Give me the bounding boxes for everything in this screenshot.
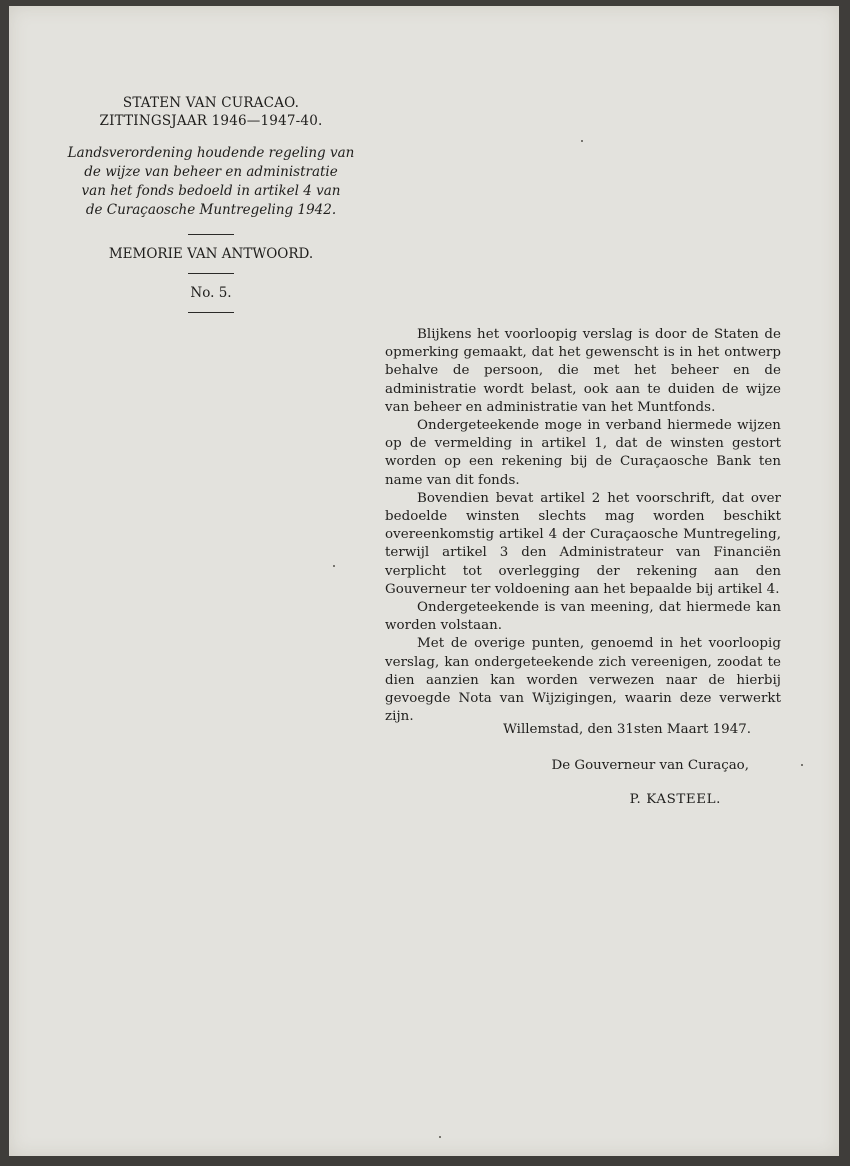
paper-speck [801, 764, 803, 766]
subject-line: de wijze van beheer en administratie [84, 164, 338, 180]
document-page [9, 6, 839, 1156]
signatory-title: De Gouverneur van Curaçao, [551, 758, 749, 773]
paragraph: Blijkens het voorloopig verslag is door de Staten de opmerking gemaakt, dat het gewenscht is in het ontwerp behalve de persoon, die met het beheer en de administratie wordt belast, ook aan te duiden de wijze van beheer en administratie van het Muntfonds. [385, 327, 781, 415]
subject-line: van het fonds bedoeld in artikel 4 van [81, 183, 341, 199]
paragraph: Ondergeteekende is van meening, dat hiermede kan worden volstaan. [385, 600, 781, 634]
assembly-name: STATEN VAN CURACAO. [122, 95, 300, 111]
ordinance-subject [61, 144, 361, 220]
paper-speck [581, 140, 583, 142]
document-number: No. 5. [190, 285, 232, 301]
body-text [385, 326, 781, 726]
session-year: ZITTINGSJAAR 1946—1947-40. [99, 113, 323, 129]
place-date: Willemstad, den 31sten Maart 1947. [503, 722, 751, 737]
paragraph: Met de overige punten, genoemd in het voorloopig verslag, kan ondergeteekende zich vereenigen, zoodat te dien aanzien kan worden verwezen naar de hierbij gevoegde Nota van Wijzigingen, waarin deze verwerkt zijn. [385, 636, 781, 725]
divider [188, 312, 234, 313]
subject-line: de Curaçaosche Muntregeling 1942. [85, 202, 337, 218]
document-type: MEMORIE VAN ANTWOORD. [108, 246, 314, 262]
paragraph: Ondergeteekende moge in verband hiermede wijzen op de vermelding in artikel 1, dat de winsten gestort worden op een rekening bij de Curaçaosche Bank ten name van dit fonds. [385, 418, 781, 488]
paper-speck [333, 565, 335, 567]
signature-name: P. KASTEEL. [629, 792, 721, 807]
paper-speck [439, 1136, 441, 1138]
title-block [61, 94, 361, 323]
divider [188, 273, 234, 274]
subject-line: Landsverordening houdende regeling van [67, 145, 355, 161]
paragraph: Bovendien bevat artikel 2 het voorschrift, dat over bedoelde winsten slechts mag worden beschikt overeenkomstig artikel 4 der Curaçaosche Muntregeling, terwijl artikel 3 den Administrateur van Financiën verplicht tot overlegging der rekening aan den Gouverneur ter voldoening aan het bepaalde bij artikel 4. [385, 490, 781, 597]
divider [188, 234, 234, 235]
